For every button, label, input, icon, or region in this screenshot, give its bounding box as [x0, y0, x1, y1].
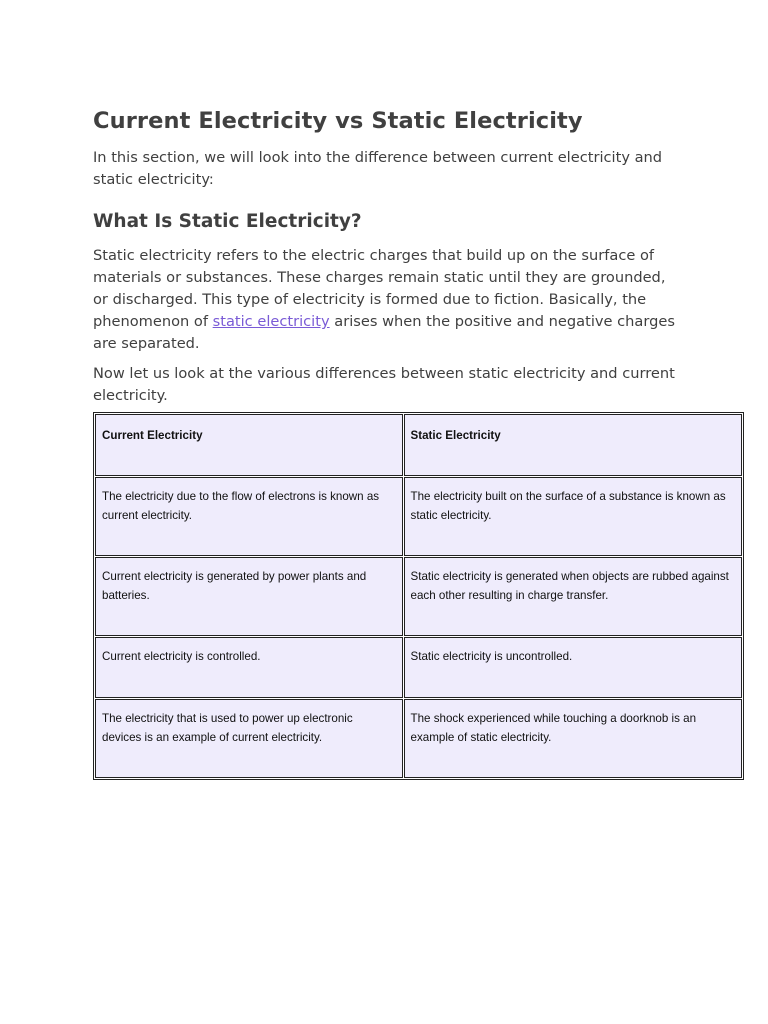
- table-cell: Static electricity is generated when objects are rubbed against each other resulting in charge transfer.: [404, 557, 742, 636]
- differences-intro-paragraph: Now let us look at the various differences between static electricity and current electricity.: [93, 365, 675, 404]
- table-cell: Current electricity is generated by power plants and batteries.: [95, 557, 403, 636]
- header-static-electricity: Static Electricity: [404, 414, 742, 476]
- comparison-table: [93, 412, 744, 780]
- table-cell: The electricity that is used to power up electronic devices is an example of current electricity.: [95, 699, 403, 778]
- article-content: [93, 106, 745, 407]
- table-cell: The electricity due to the flow of electrons is known as current electricity.: [95, 477, 403, 556]
- table-cell: The shock experienced while touching a doorknob is an example of static electricity.: [404, 699, 742, 778]
- table-cell: Current electricity is controlled.: [95, 637, 403, 698]
- table-row: [95, 699, 742, 778]
- table-row: [95, 637, 742, 698]
- static-electricity-link[interactable]: static electricity: [212, 313, 330, 330]
- header-current-electricity: Current Electricity: [95, 414, 403, 476]
- paragraph-text-end: arises when the positive and negative charges are separated.: [93, 313, 675, 352]
- table-cell: Static electricity is uncontrolled.: [404, 637, 742, 698]
- table-header-row: [95, 414, 742, 476]
- table-row: [95, 477, 742, 556]
- page-title: Current Electricity vs Static Electricity: [93, 108, 583, 134]
- table-cell: The electricity built on the surface of a substance is known as static electricity.: [404, 477, 742, 556]
- intro-paragraph: In this section, we will look into the difference between current electricity and static electricity:: [93, 149, 663, 188]
- section-heading: What Is Static Electricity?: [93, 211, 362, 232]
- static-electricity-paragraph: [93, 245, 683, 355]
- table-row: [95, 557, 742, 636]
- paragraph-text-start: Static electricity refers to the electric charges that build up on the surface of materials or substances. These charges remain static until they are grounded, or discharged. This type of electricity is formed due to fiction. Basically, the phenomenon of: [93, 247, 666, 330]
